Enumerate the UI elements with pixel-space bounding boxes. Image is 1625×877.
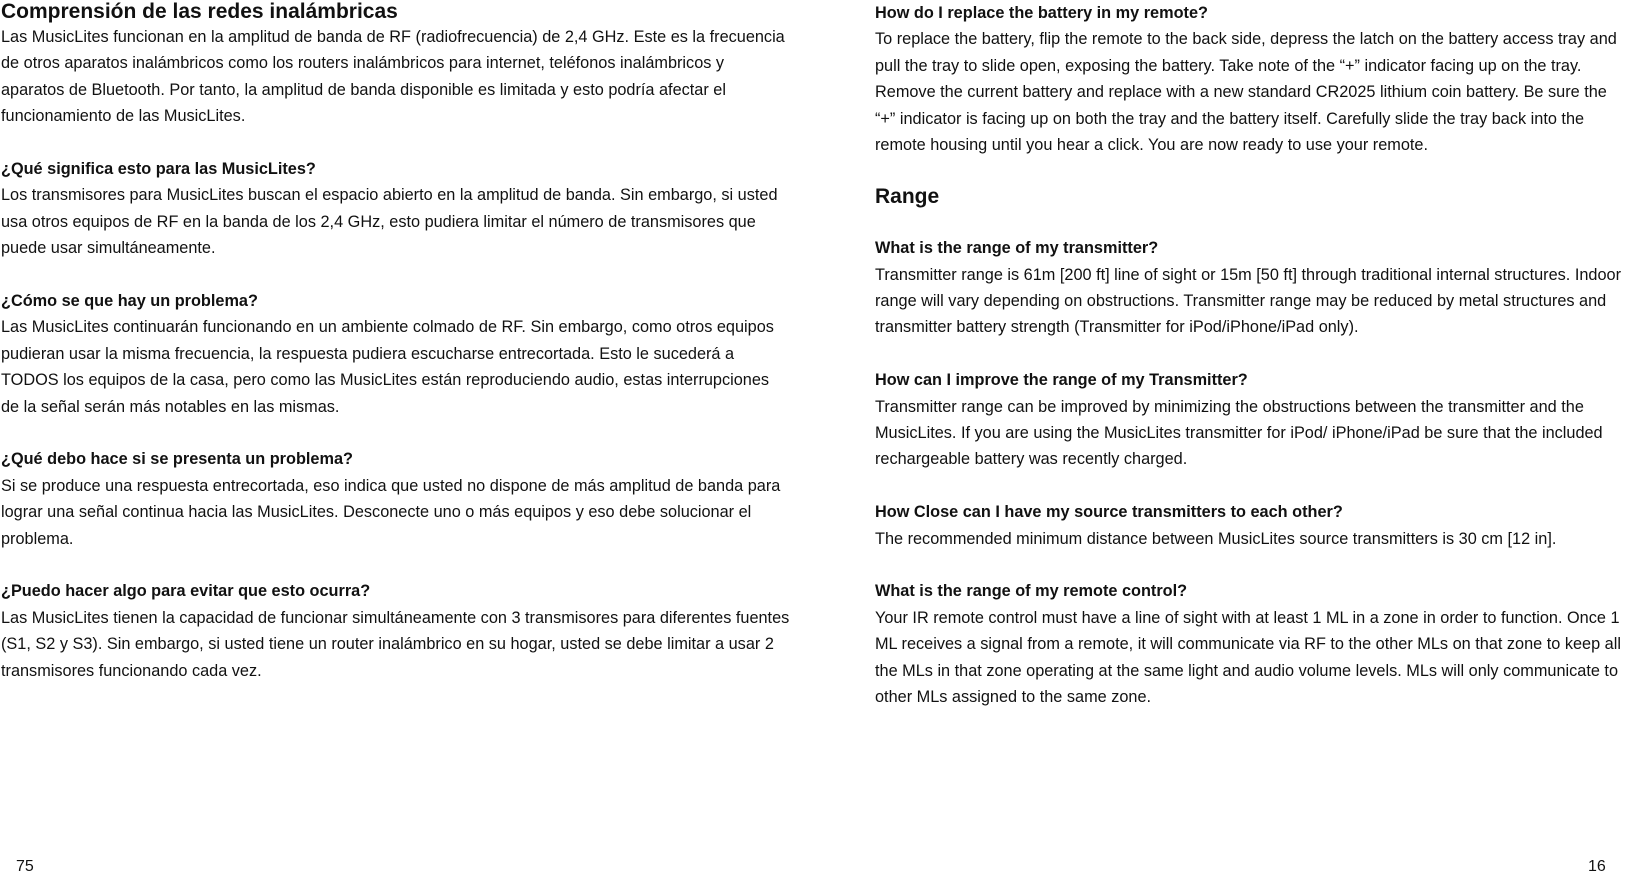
battery-answer: To replace the battery, flip the remote to the back side, depress the latch on the battery access tray and pull the tray to slide open, exposing the battery. Take note of the “+” indicator facing up on the tray. Remove the current battery and replace with a new standard CR2025 lithium coin battery. Be sure the “+” indicator is facing up on both the tray and the battery itself. Carefully slide the tray back into the remote housing until you hear a click. You are now ready to use your remote.: [875, 30, 1617, 155]
question-heading: ¿Qué debo hace si se presenta un problema?: [1, 450, 353, 469]
intro-paragraph: Las MusicLites funcionan en la amplitud de banda de RF (radiofrecuencia) de 2,4 GHz. Este es la frecuencia de otros aparatos inalámbricos como los routers inalámbricos para internet, teléfonos inalámbricos y aparatos de Bluetooth. Por tanto, la amplitud de banda disponible es limitada y esto podría afectar el funcionamiento de las MusicLites.: [1, 28, 785, 126]
page-title: Comprensión de las redes inalámbricas: [1, 0, 398, 23]
page-number-right: 16: [1588, 858, 1606, 875]
question-heading: How Close can I have my source transmitters to each other?: [875, 503, 1343, 522]
section-title-range: Range: [875, 184, 940, 208]
answer-paragraph: Transmitter range is 61m [200 ft] line of sight or 15m [50 ft] through traditional internal structures. Indoor range will vary depending on obstructions. Transmitter range may be reduced by metal structures and transmitter battery strength (Transmitter for iPod/iPhone/iPad only).: [875, 265, 1621, 337]
question-heading: ¿Qué significa esto para las MusicLites?: [1, 160, 316, 179]
answer-paragraph: Si se produce una respuesta entrecortada, eso indica que usted no dispone de más amplitud de banda para lograr una señal continua hacia las MusicLites. Desconecte uno o más equipos y eso debe solucionar el problema.: [1, 476, 781, 548]
question-heading: ¿Cómo se que hay un problema?: [1, 292, 258, 311]
page-number-left: 75: [16, 858, 34, 875]
answer-paragraph: Your IR remote control must have a line of sight with at least 1 ML in a zone in order to function. Once 1 ML receives a signal from a remote, it will communicate via RF to the other MLs on that zone to keep all the MLs in that zone operating at the same light and audio volume levels. MLs will only communicate to other MLs assigned to the same zone.: [875, 608, 1621, 707]
question-heading: What is the range of my transmitter?: [875, 239, 1159, 258]
answer-paragraph: Las MusicLites continuarán funcionando en un ambiente colmado de RF. Sin embargo, como otros equipos pudieran usar la misma frecuencia, la respuesta pudiera escucharse entrecortada. Esto le sucederá a TODOS los equipos de la casa, pero como las MusicLites están reproduciendo audio, estas interrupciones de la señal serán más notables en las mismas.: [1, 318, 774, 416]
battery-question: How do I replace the battery in my remote?: [875, 4, 1208, 22]
answer-paragraph: Las MusicLites tienen la capacidad de funcionar simultáneamente con 3 transmisores para diferentes fuentes (S1, S2 y S3). Sin embargo, si usted tiene un router inalámbrico en su hogar, usted se debe limitar a usar 2 transmisores funcionando cada vez.: [1, 608, 790, 680]
left-page: [0, 0, 790, 877]
answer-paragraph: Los transmisores para MusicLites buscan el espacio abierto en la amplitud de banda. Sin embargo, si usted usa otros equipos de RF en la banda de los 2,4 GHz, esto pudiera limitar el número de transmisores que puede usar simultáneamente.: [1, 186, 778, 258]
question-heading: ¿Puedo hacer algo para evitar que esto ocurra?: [1, 582, 371, 601]
question-heading: How can I improve the range of my Transmitter?: [875, 371, 1248, 390]
answer-paragraph: The recommended minimum distance between MusicLites source transmitters is 30 cm [12 in].: [875, 529, 1557, 548]
right-page: [875, 0, 1625, 877]
question-heading: What is the range of my remote control?: [875, 582, 1188, 601]
answer-paragraph: Transmitter range can be improved by minimizing the obstructions between the transmitter and the MusicLites. If you are using the MusicLites transmitter for iPod/ iPhone/iPad be sure that the included rechargeable battery was recently charged.: [875, 397, 1603, 469]
